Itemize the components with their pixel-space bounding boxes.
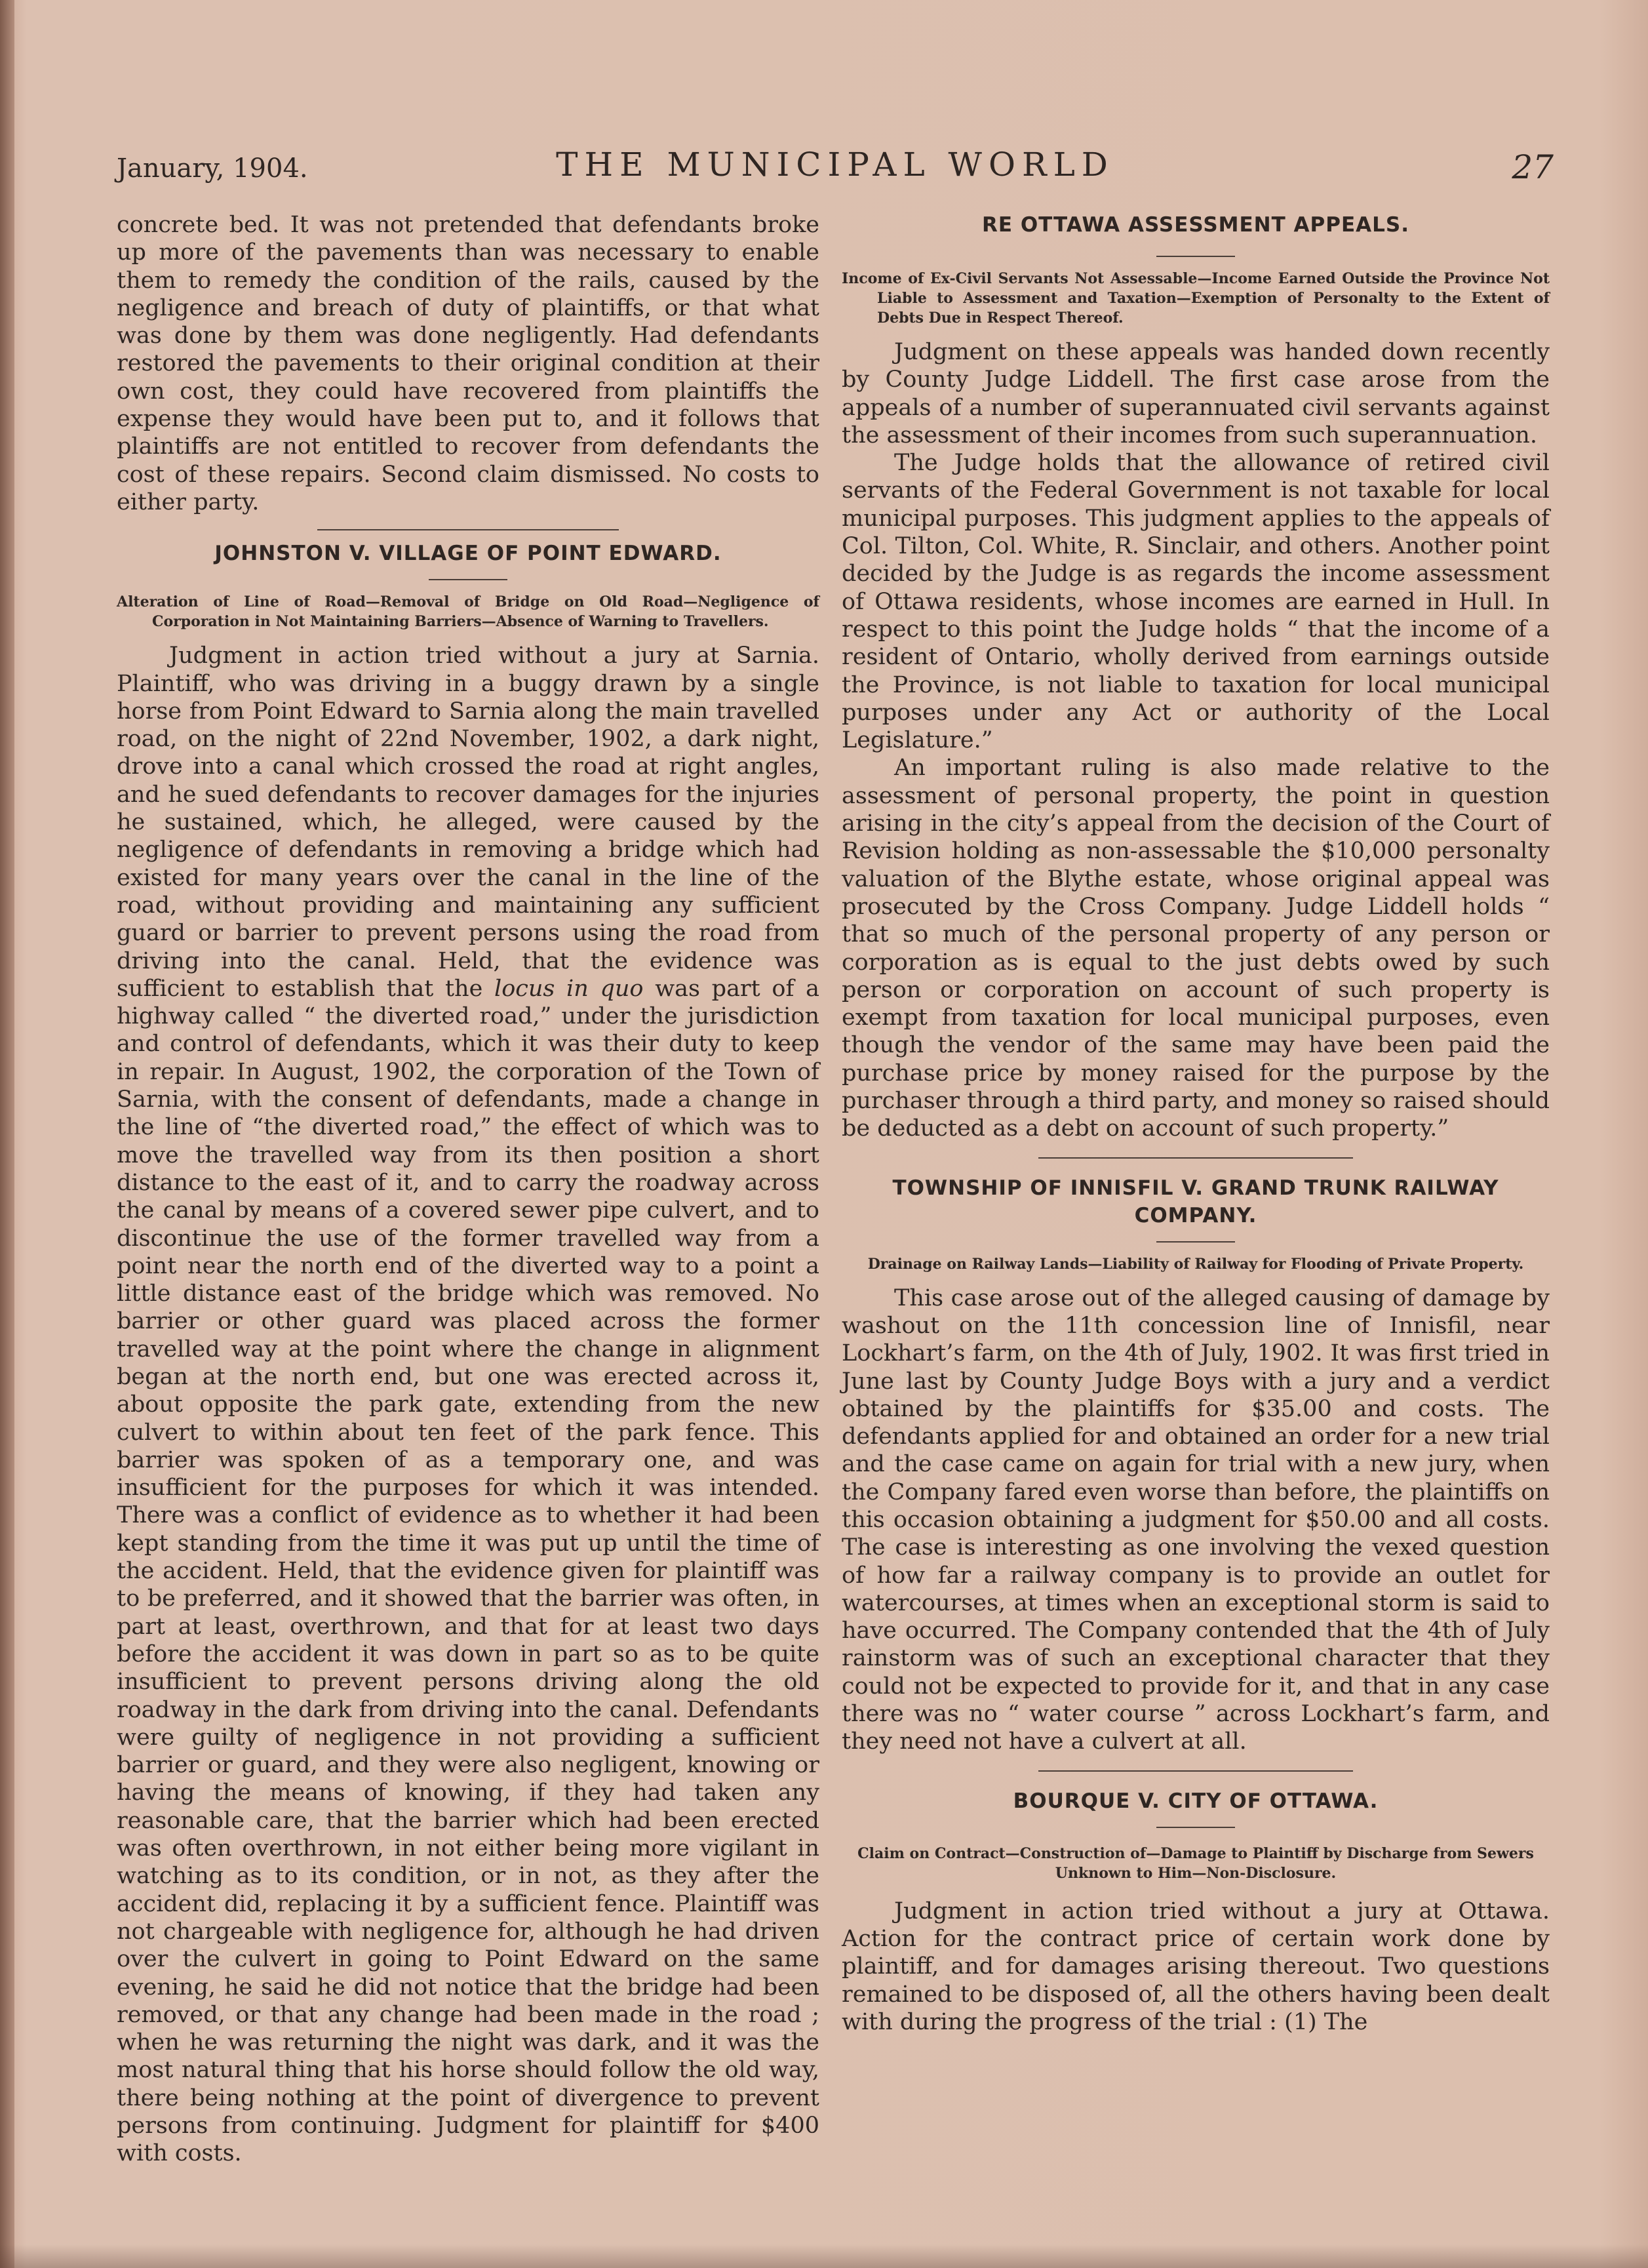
- article-paragraph: This case arose out of the alleged causing of damage by washout on the 11th concession line of Innisfil, near Lockhart’s farm, on the 4th of July, 1902. It was first tried in June last by County Judge Boys with a jury and a verdict obtained by the plaintiffs for $35.00 and costs. The defendants applied for and obtained an order for a new trial and the case came on again for trial with a new jury, when the Company fared even worse than before, the plaintiffs on this occasion obtaining a judgment for $50.00 and all costs. The case is interesting as one involving the vexed question of how far a railway company is to provide an outlet for watercourses, at times when an exceptional storm is said to have occurred. The Company contended that the 4th of July rainstorm was of such an exceptional character that they could not be expected to provide for it, and that in any case there was no “ water course ” across Lockhart’s farm, and they need not have a culvert at all.: [842, 1284, 1550, 1755]
- body-text-before: Judgment in action tried without a jury at Sarnia. Plaintiff, who was driving in a buggy drawn by a single horse from Point Edward to Sarnia along the main travelled road, on the night of 22nd November, 1902, a dark night, drove into a canal which crossed the road at right angles, and he sued defendants to recover damages for the injuries he sustained, which, he alleged, were caused by the negligence of defendants in removing a bridge which had existed for many years over the canal in the line of the road, without providing and maintaining any sufficient guard or barrier to prevent persons using the road from driving into the canal. Held, that the evidence was sufficient to establish that the: [117, 643, 819, 1002]
- issue-date: January, 1904.: [117, 153, 308, 184]
- body-text-after: was part of a highway called “ the diverted road,” under the jurisdiction and control of defendants, which it was their duty to keep in repair. In August, 1902, the corporation of the Town of Sarnia, with the consent of defendants, made a change in the line of “the diverted road,” the effect of which was to move the travelled way from its then position a short distance to the east of it, and to carry the roadway across the canal by means of a covered sewer pipe culvert, and to discontinue the use of the former travelled way from a point near the north end of the diverted way to a point a little distance east of the bridge which was removed. No barrier or other guard was placed across the former travelled way at the point where the change in alignment began at the north end, but one was erected across it, about opposite the park gate, extending from the new culvert to within about ten feet of the park fence. This barrier was spoken of as a temporary one, and was insufficient for the purposes for which it was intended. There was a conflict of evidence as to whether it had been kept standing from the time it was put up until the time of the accident. Held, that the evidence given for plaintiff was to be preferred, and it showed that the barrier was often, in part at least, overthrown, and that for at least two days before the accident it was down in part so as to be quite insufficient to prevent persons driving along the old roadway in the dark from driving into the canal. Defendants were guilty of negligence in not providing a sufficient barrier or guard, and they were also negligent, knowing or having the means of knowing, if they had taken any reasonable care, that the barrier which had been erected was often overthrown, in not either being more vigilant in watching as to its condition, or in not, as they after the accident did, replacing it by a sufficient fence. Plaintiff was not chargeable with negligence for, although he had driven over the culvert in going to Point Edward on the same evening, he said he did not notice that the bridge had been removed, or that any change had been made in the road ; when he was returning the night was dark, and it was the most natural thing that his horse should follow the old way, there being nothing at the point of divergence to prevent persons from continuing. Judgment for plaintiff for $400 with costs.: [117, 975, 819, 2167]
- latin-phrase: locus in quo: [494, 975, 644, 1002]
- publication-title: THE MUNICIPAL WORLD: [556, 146, 1114, 184]
- article-paragraph: The Judge holds that the allowance of retired civil servants of the Federal Government is not taxable for local municipal purposes. This judgment applies to the appeals of Col. Tilton, Col. White, R. Sinclair, and others. Another point decided by the Judge is as regards the income assessment of Ottawa residents, whose incomes are earned in Hull. In respect to this point the Judge holds “ that the income of a resident of Ontario, wholly derived from earnings outside the Province, is not liable to taxation for local municipal purposes under any Act or authority of the Local Legislature.”: [842, 450, 1550, 754]
- page-header: [117, 146, 1554, 191]
- article-body: [117, 642, 819, 2167]
- article-paragraph: An important ruling is also made relative to the assessment of personal property, the point in question arising in the city’s appeal from the decision of the Court of Revision holding as non-assessable the $10,000 personalty valuation of the Blythe estate, whose original appeal was prosecuted by the Cross Company. Judge Liddell holds “ that so much of the personal property of any person or corporation as is equal to the just debts owed by such person or corporation on account of such property is exempt from taxation for local municipal purposes, even though the vendor of the same may have been paid the purchase price by money raised for the purpose by the purchaser through a third party, and money so raised should be deducted as a debt on account of such property.”: [842, 755, 1550, 1142]
- title-rule: [1156, 256, 1235, 257]
- left-column: [117, 211, 819, 2168]
- article-title: JOHNSTON V. VILLAGE OF POINT EDWARD.: [214, 542, 722, 566]
- article-paragraph: Judgment on these appeals was handed down recently by County Judge Liddell. The first case arose from the appeals of a number of superannuated civil servants against the assessment of their incomes from such superannuation.: [842, 339, 1550, 448]
- continued-paragraph: concrete bed. It was not pretended that defendants broke up more of the pavements than was necessary to enable them to remedy the condition of the rails, caused by the negligence and breach of duty of plaintiffs, or that what was done by them was done negligently. Had defendants restored the pavements to their original condition at their own cost, they could have recovered from plaintiffs the expense they would have been put to, and it follows that plaintiffs are not entitled to recover from defendants the cost of these repairs. Second claim dismissed. No costs to either party.: [117, 212, 819, 515]
- page-number: 27: [1512, 148, 1554, 186]
- title-rule: [1156, 1241, 1235, 1243]
- article-title: RE OTTAWA ASSESSMENT APPEALS.: [981, 213, 1410, 237]
- article-summary: Alteration of Line of Road—Removal of Bridge on Old Road—Negligence of Corporation in Not Maintaining Barriers—Absence of Warning to Travellers.: [117, 593, 819, 631]
- page-bottom-edge: [0, 2244, 1648, 2268]
- article-summary: Claim on Contract—Construction of—Damage to Plaintiff by Discharge from Sewers Unknown to Him—Non-Disclosure.: [857, 1844, 1534, 1882]
- article-summary: Income of Ex-Civil Servants Not Assessable—Income Earned Outside the Province Not Liable to Assessment and Taxation—Exemption of Personalty to the Extent of Debts Due in Respect Thereof.: [842, 270, 1550, 327]
- section-divider: [317, 529, 619, 530]
- article-paragraph: Judgment in action tried without a jury at Ottawa. Action for the contract price of certain work done by plaintiff, and for damages arising thereout. Two questions remained to be disposed of, all the others having been dealt with during the progress of the trial : (1) The: [842, 1898, 1550, 2035]
- article-title: TOWNSHIP OF INNISFIL V. GRAND TRUNK RAILWAY COMPANY.: [892, 1176, 1499, 1227]
- binding-edge: [0, 0, 14, 2268]
- right-column: [842, 211, 1550, 2036]
- article-title: BOURQUE V. CITY OF OTTAWA.: [1013, 1789, 1379, 1813]
- article-summary: Drainage on Railway Lands—Liability of Railway for Flooding of Private Property.: [867, 1255, 1524, 1273]
- section-divider: [1038, 1770, 1353, 1772]
- title-rule: [429, 579, 507, 580]
- section-divider: [1038, 1157, 1353, 1159]
- title-rule: [1156, 1827, 1235, 1828]
